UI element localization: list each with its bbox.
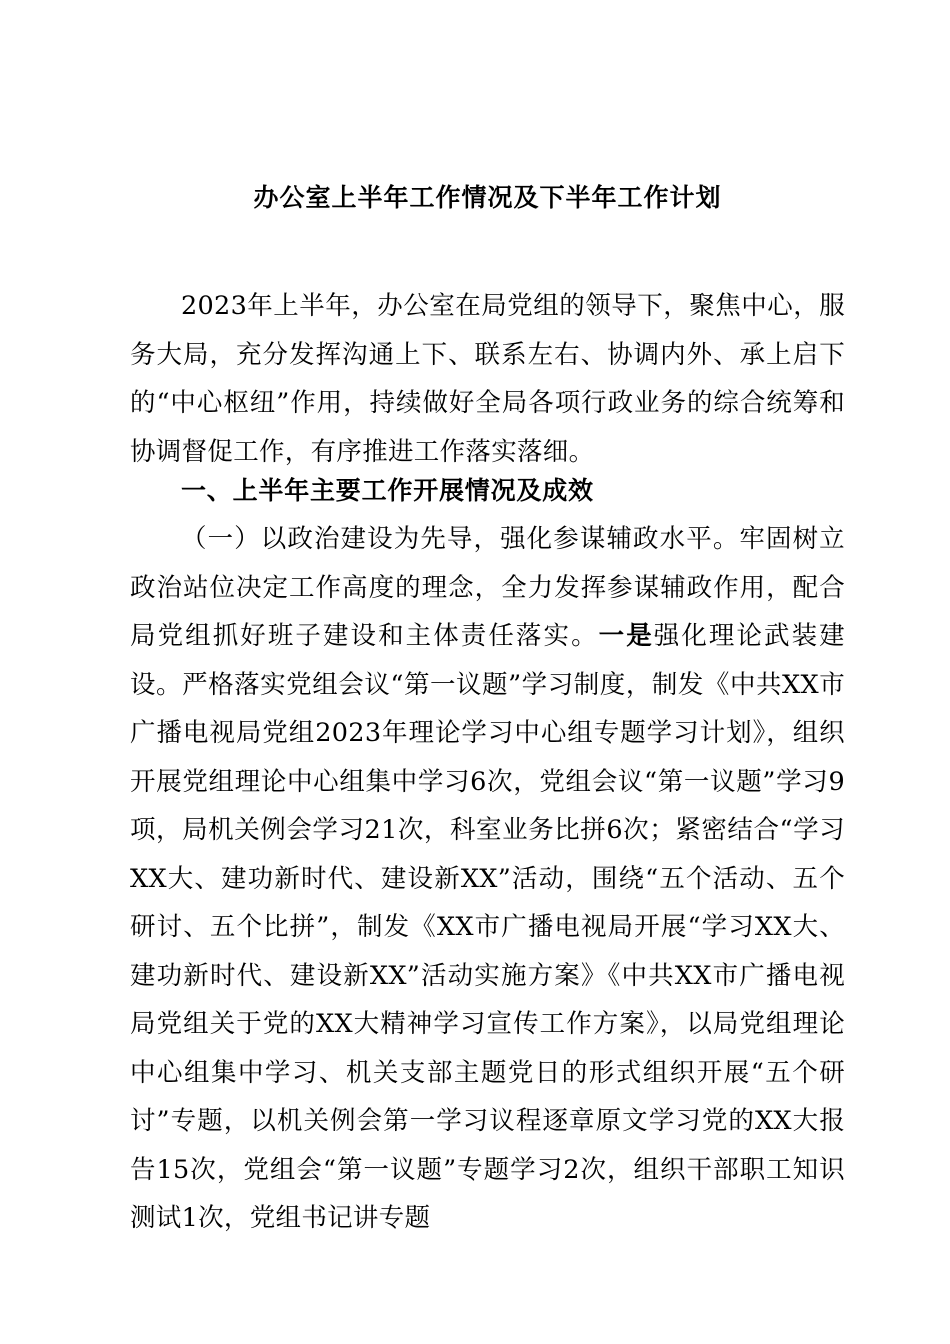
document-title: 办公室上半年工作情况及下半年工作计划: [253, 183, 722, 212]
section-1-paragraph-1-text-a: （一）以政治建设为先导，强化参谋辅政水平。牢固树立政治站位决定工作高度的理念，全力发挥参谋辅政作用，配合局党组抓好班子建设和主体责任落实。: [130, 524, 845, 651]
section-1-paragraph-1: [130, 515, 845, 1243]
intro-paragraph: 2023年上半年，办公室在局党组的领导下，聚焦中心，服务大局，充分发挥沟通上下、联系左右、协调内外、承上启下的“中心枢纽”作用，持续做好全局各项行政业务的综合统筹和协调督促工作，有序推进工作落实落细。: [130, 291, 845, 467]
section-1-paragraph-1-emphasis: 一是: [598, 621, 654, 651]
section-1-paragraph-1-text-b: 强化理论武装建设。严格落实党组会议“第一议题”学习制度，制发《中共XX市广播电视局党组2023年理论学习中心组专题学习计划》，组织开展党组理论中心组集中学习6次，党组会议“第一议题”学习9项，局机关例会学习21次，科室业务比拼6次；紧密结合“学习XX大、建功新时代、建设新XX”活动，围绕“五个活动、五个研讨、五个比拼”，制发《XX市广播电视局开展“学习XX大、建功新时代、建设新XX”活动实施方案》《中共XX市广播电视局党组关于党的XX大精神学习宣传工作方案》，以局党组理论中心组集中学习、机关支部主题党日的形式组织开展“五个研讨”专题，以机关例会第一学习议程逐章原文学习党的XX大报告15次，党组会“第一议题”专题学习2次，组织干部职工知识测试1次，党组书记讲专题: [130, 621, 845, 1233]
section-heading-1: 一、上半年主要工作开展情况及成效: [181, 476, 594, 505]
